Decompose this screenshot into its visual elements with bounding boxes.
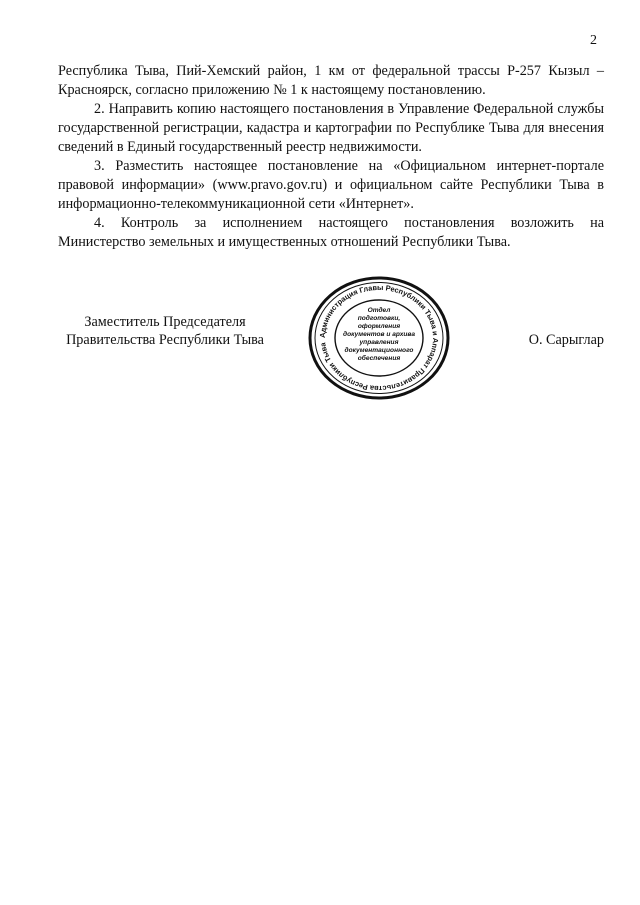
paragraph-item-4: 4. Контроль за исполнением настоящего постановления возложить на Министерство земельных и имущественных отношений Республики Тыва. (58, 215, 604, 250)
seal-center-line-7: обеспечения (357, 355, 401, 362)
signatory-title-line-1: Заместитель Председателя (84, 314, 246, 330)
official-seal-stamp (308, 276, 450, 400)
signatory-name: О. Сарыглар (528, 332, 604, 348)
paragraph-item-2: 2. Направить копию настоящего постановления в Управление Федеральной службы государственной регистрации, кадастра и картографии по Республике Тыва для внесения сведений в Единый государственный реестр недвижимости. (58, 101, 604, 155)
document-body (58, 62, 604, 252)
seal-center-line-1: Отдел (367, 307, 391, 314)
seal-center-line-6: документационного (344, 347, 414, 354)
seal-center-line-2: подготовки, (357, 315, 401, 322)
seal-center-line-3: оформления (357, 323, 401, 330)
page-number: 2 (590, 33, 597, 48)
signatory-title-line-2: Правительства Республики Тыва (66, 332, 264, 348)
seal-center-line-4: документов и архива (343, 331, 415, 338)
paragraph-continuation: Республика Тыва, Пий-Хемский район, 1 км от федеральной трассы Р-257 Кызыл – Красноярск, согласно приложению № 1 к настоящему постановлению. (58, 63, 604, 98)
seal-ring-text: Администрация Главы Республики Тыва и Аппарат Правительства Республики Тыва (317, 282, 441, 394)
signatory-title (40, 313, 290, 349)
seal-center-line-5: управления (359, 339, 399, 346)
paragraph-item-3: 3. Разместить настоящее постановление на «Официальном интернет-портале правовой информации» (www.pravo.gov.ru) и официальном сайте Республики Тыва в информационно-телекоммуникационной сети «Интернет». (58, 158, 604, 212)
